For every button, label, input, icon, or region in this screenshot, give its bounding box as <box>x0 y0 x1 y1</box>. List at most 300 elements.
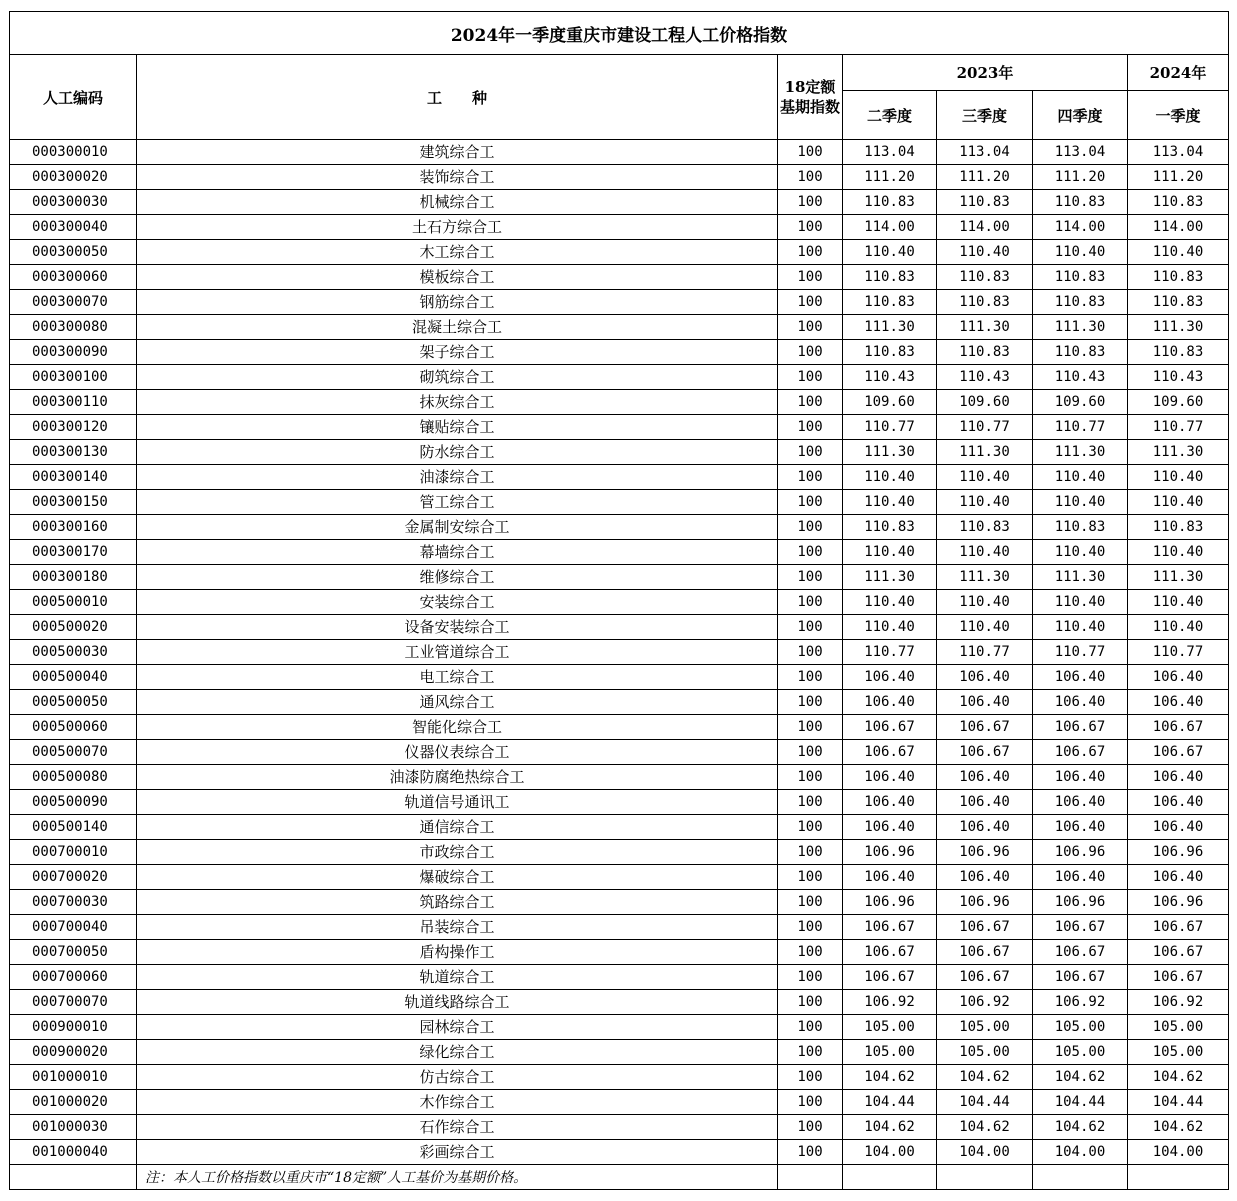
table-row <box>10 465 1229 490</box>
table-row <box>10 615 1229 640</box>
cell-code: 000300080 <box>10 315 137 340</box>
cell-2023-q3: 110.40 <box>937 465 1033 490</box>
cell-2023-q4: 104.62 <box>1033 1065 1128 1090</box>
cell-2023-q4: 104.44 <box>1033 1090 1128 1115</box>
cell-2023-q4: 106.96 <box>1033 840 1128 865</box>
table-row <box>10 865 1229 890</box>
cell-code: 000300100 <box>10 365 137 390</box>
cell-2023-q3: 106.67 <box>937 965 1033 990</box>
cell-code: 000300150 <box>10 490 137 515</box>
cell-2023-q2: 106.96 <box>843 890 937 915</box>
cell-type: 石作综合工 <box>137 1115 778 1140</box>
cell-2024-q1: 104.44 <box>1128 1090 1229 1115</box>
cell-code: 000300130 <box>10 440 137 465</box>
cell-2023-q3: 106.96 <box>937 890 1033 915</box>
cell-base: 100 <box>778 440 843 465</box>
cell-2024-q1: 106.40 <box>1128 690 1229 715</box>
cell-2023-q2: 111.30 <box>843 440 937 465</box>
table-row <box>10 640 1229 665</box>
cell-type: 通风综合工 <box>137 690 778 715</box>
cell-2023-q2: 106.92 <box>843 990 937 1015</box>
cell-code: 000300030 <box>10 190 137 215</box>
cell-code: 000300140 <box>10 465 137 490</box>
cell-2023-q3: 114.00 <box>937 215 1033 240</box>
cell-base: 100 <box>778 515 843 540</box>
cell-2024-q1: 110.40 <box>1128 540 1229 565</box>
cell-base: 100 <box>778 1115 843 1140</box>
cell-2023-q2: 106.67 <box>843 740 937 765</box>
note-blank-cell <box>843 1165 937 1190</box>
cell-base: 100 <box>778 965 843 990</box>
cell-type: 通信综合工 <box>137 815 778 840</box>
cell-2023-q2: 104.00 <box>843 1140 937 1165</box>
cell-base: 100 <box>778 915 843 940</box>
cell-base: 100 <box>778 1040 843 1065</box>
cell-2023-q3: 110.77 <box>937 640 1033 665</box>
cell-2023-q3: 110.83 <box>937 290 1033 315</box>
table-row <box>10 215 1229 240</box>
cell-2023-q3: 106.40 <box>937 815 1033 840</box>
cell-code: 000500070 <box>10 740 137 765</box>
cell-code: 001000040 <box>10 1140 137 1165</box>
table-row <box>10 840 1229 865</box>
note-blank-cell <box>1128 1165 1229 1190</box>
table-row <box>10 765 1229 790</box>
cell-2023-q2: 110.40 <box>843 590 937 615</box>
cell-type: 建筑综合工 <box>137 140 778 165</box>
cell-2023-q2: 106.96 <box>843 840 937 865</box>
cell-2024-q1: 110.83 <box>1128 290 1229 315</box>
cell-code: 000700060 <box>10 965 137 990</box>
cell-2023-q4: 104.00 <box>1033 1140 1128 1165</box>
table-row <box>10 490 1229 515</box>
table-row <box>10 890 1229 915</box>
cell-2024-q1: 110.83 <box>1128 340 1229 365</box>
cell-2023-q2: 110.43 <box>843 365 937 390</box>
cell-2023-q4: 110.83 <box>1033 190 1128 215</box>
cell-2023-q3: 109.60 <box>937 390 1033 415</box>
cell-2023-q2: 113.04 <box>843 140 937 165</box>
cell-2024-q1: 110.40 <box>1128 465 1229 490</box>
cell-base: 100 <box>778 865 843 890</box>
cell-2024-q1: 105.00 <box>1128 1040 1229 1065</box>
cell-code: 000700010 <box>10 840 137 865</box>
cell-2023-q4: 106.40 <box>1033 790 1128 815</box>
cell-2023-q2: 110.40 <box>843 615 937 640</box>
cell-2024-q1: 114.00 <box>1128 215 1229 240</box>
note-row <box>10 1165 1229 1190</box>
table-row <box>10 340 1229 365</box>
cell-2023-q4: 114.00 <box>1033 215 1128 240</box>
cell-code: 000700050 <box>10 940 137 965</box>
cell-type: 彩画综合工 <box>137 1140 778 1165</box>
cell-2023-q2: 106.67 <box>843 915 937 940</box>
cell-type: 木工综合工 <box>137 240 778 265</box>
cell-code: 000300020 <box>10 165 137 190</box>
cell-2023-q2: 111.30 <box>843 565 937 590</box>
cell-2023-q2: 110.83 <box>843 265 937 290</box>
cell-2023-q4: 106.40 <box>1033 815 1128 840</box>
cell-base: 100 <box>778 190 843 215</box>
cell-type: 轨道线路综合工 <box>137 990 778 1015</box>
table-row <box>10 415 1229 440</box>
cell-code: 000300120 <box>10 415 137 440</box>
cell-2023-q4: 106.40 <box>1033 765 1128 790</box>
cell-base: 100 <box>778 565 843 590</box>
cell-2023-q3: 110.83 <box>937 265 1033 290</box>
cell-2023-q4: 110.77 <box>1033 415 1128 440</box>
cell-2023-q4: 106.96 <box>1033 890 1128 915</box>
cell-2024-q1: 104.62 <box>1128 1115 1229 1140</box>
cell-type: 管工综合工 <box>137 490 778 515</box>
cell-2023-q4: 110.83 <box>1033 290 1128 315</box>
cell-2023-q3: 105.00 <box>937 1015 1033 1040</box>
table-row <box>10 140 1229 165</box>
cell-2024-q1: 110.77 <box>1128 640 1229 665</box>
cell-2023-q2: 110.83 <box>843 290 937 315</box>
cell-base: 100 <box>778 665 843 690</box>
cell-base: 100 <box>778 415 843 440</box>
header-type: 工 种 <box>137 55 778 140</box>
cell-code: 001000020 <box>10 1090 137 1115</box>
cell-code: 000300110 <box>10 390 137 415</box>
table-row <box>10 540 1229 565</box>
cell-type: 轨道信号通讯工 <box>137 790 778 815</box>
cell-2023-q3: 110.40 <box>937 615 1033 640</box>
cell-type: 机械综合工 <box>137 190 778 215</box>
table-row <box>10 740 1229 765</box>
cell-base: 100 <box>778 1015 843 1040</box>
cell-type: 设备安装综合工 <box>137 615 778 640</box>
table-row <box>10 665 1229 690</box>
cell-2023-q3: 106.67 <box>937 915 1033 940</box>
cell-2024-q1: 106.67 <box>1128 915 1229 940</box>
cell-base: 100 <box>778 165 843 190</box>
cell-base: 100 <box>778 315 843 340</box>
cell-2023-q3: 106.92 <box>937 990 1033 1015</box>
table-row <box>10 1015 1229 1040</box>
cell-code: 000500140 <box>10 815 137 840</box>
cell-2023-q2: 105.00 <box>843 1040 937 1065</box>
cell-base: 100 <box>778 390 843 415</box>
cell-2023-q4: 106.67 <box>1033 715 1128 740</box>
cell-2023-q2: 106.40 <box>843 665 937 690</box>
cell-2023-q4: 106.40 <box>1033 865 1128 890</box>
cell-base: 100 <box>778 690 843 715</box>
cell-type: 木作综合工 <box>137 1090 778 1115</box>
table-row <box>10 565 1229 590</box>
cell-2023-q4: 111.30 <box>1033 565 1128 590</box>
cell-2023-q2: 106.40 <box>843 865 937 890</box>
table-row <box>10 590 1229 615</box>
cell-2023-q3: 111.30 <box>937 440 1033 465</box>
cell-type: 防水综合工 <box>137 440 778 465</box>
cell-2023-q2: 104.62 <box>843 1115 937 1140</box>
cell-2024-q1: 106.67 <box>1128 740 1229 765</box>
cell-2023-q4: 110.77 <box>1033 640 1128 665</box>
note-blank-cell <box>778 1165 843 1190</box>
header-year-2024: 2024年 <box>1128 55 1229 91</box>
cell-base: 100 <box>778 715 843 740</box>
table-row <box>10 390 1229 415</box>
cell-2023-q3: 110.83 <box>937 340 1033 365</box>
table-row <box>10 1140 1229 1165</box>
cell-2024-q1: 110.83 <box>1128 190 1229 215</box>
cell-base: 100 <box>778 215 843 240</box>
cell-2023-q4: 106.40 <box>1033 690 1128 715</box>
cell-2023-q4: 105.00 <box>1033 1015 1128 1040</box>
cell-2024-q1: 106.40 <box>1128 865 1229 890</box>
cell-2024-q1: 106.96 <box>1128 890 1229 915</box>
cell-type: 市政综合工 <box>137 840 778 865</box>
cell-2023-q2: 110.83 <box>843 340 937 365</box>
cell-code: 000300040 <box>10 215 137 240</box>
cell-2024-q1: 110.40 <box>1128 615 1229 640</box>
cell-2023-q4: 109.60 <box>1033 390 1128 415</box>
cell-base: 100 <box>778 240 843 265</box>
cell-2023-q4: 110.83 <box>1033 515 1128 540</box>
cell-type: 安装综合工 <box>137 590 778 615</box>
cell-2023-q3: 110.43 <box>937 365 1033 390</box>
cell-2024-q1: 106.92 <box>1128 990 1229 1015</box>
note-blank-cell <box>937 1165 1033 1190</box>
cell-2023-q2: 105.00 <box>843 1015 937 1040</box>
table-row <box>10 515 1229 540</box>
cell-2023-q4: 110.43 <box>1033 365 1128 390</box>
cell-type: 砌筑综合工 <box>137 365 778 390</box>
cell-code: 000300050 <box>10 240 137 265</box>
cell-2023-q3: 106.67 <box>937 740 1033 765</box>
cell-2023-q3: 110.40 <box>937 490 1033 515</box>
cell-2023-q3: 104.62 <box>937 1115 1033 1140</box>
cell-2023-q2: 110.77 <box>843 415 937 440</box>
cell-base: 100 <box>778 740 843 765</box>
cell-2023-q2: 109.60 <box>843 390 937 415</box>
cell-2023-q2: 106.40 <box>843 765 937 790</box>
cell-2024-q1: 110.77 <box>1128 415 1229 440</box>
cell-2023-q3: 111.20 <box>937 165 1033 190</box>
cell-base: 100 <box>778 290 843 315</box>
cell-2023-q3: 106.67 <box>937 715 1033 740</box>
table-row <box>10 1115 1229 1140</box>
note-blank-cell <box>10 1165 137 1190</box>
table-row <box>10 365 1229 390</box>
cell-2023-q3: 106.40 <box>937 690 1033 715</box>
table-row <box>10 1065 1229 1090</box>
cell-2023-q2: 110.40 <box>843 240 937 265</box>
cell-2024-q1: 106.40 <box>1128 765 1229 790</box>
cell-type: 仿古综合工 <box>137 1065 778 1090</box>
cell-2023-q3: 106.67 <box>937 940 1033 965</box>
cell-code: 001000010 <box>10 1065 137 1090</box>
cell-type: 绿化综合工 <box>137 1040 778 1065</box>
cell-2023-q2: 110.83 <box>843 515 937 540</box>
cell-2023-q4: 113.04 <box>1033 140 1128 165</box>
cell-code: 000300010 <box>10 140 137 165</box>
cell-base: 100 <box>778 940 843 965</box>
cell-2023-q4: 110.40 <box>1033 540 1128 565</box>
cell-2023-q4: 106.67 <box>1033 740 1128 765</box>
cell-code: 000500040 <box>10 665 137 690</box>
table-row <box>10 815 1229 840</box>
cell-type: 油漆防腐绝热综合工 <box>137 765 778 790</box>
cell-2023-q2: 110.77 <box>843 640 937 665</box>
cell-2023-q4: 106.67 <box>1033 915 1128 940</box>
cell-base: 100 <box>778 365 843 390</box>
cell-type: 智能化综合工 <box>137 715 778 740</box>
cell-2023-q3: 106.40 <box>937 865 1033 890</box>
cell-type: 园林综合工 <box>137 1015 778 1040</box>
table-note: 注：本人工价格指数以重庆市“18定额”人工基价为基期价格。 <box>137 1165 778 1190</box>
cell-base: 100 <box>778 640 843 665</box>
cell-2024-q1: 110.40 <box>1128 590 1229 615</box>
cell-2023-q3: 106.96 <box>937 840 1033 865</box>
cell-code: 000300160 <box>10 515 137 540</box>
header-year-2023: 2023年 <box>843 55 1128 91</box>
cell-type: 钢筋综合工 <box>137 290 778 315</box>
cell-base: 100 <box>778 990 843 1015</box>
cell-2024-q1: 110.43 <box>1128 365 1229 390</box>
cell-2023-q3: 105.00 <box>937 1040 1033 1065</box>
cell-2023-q3: 104.62 <box>937 1065 1033 1090</box>
table-row <box>10 240 1229 265</box>
table-row <box>10 990 1229 1015</box>
cell-2024-q1: 110.40 <box>1128 240 1229 265</box>
cell-code: 000500020 <box>10 615 137 640</box>
cell-code: 000500060 <box>10 715 137 740</box>
table-row <box>10 1090 1229 1115</box>
cell-2023-q3: 111.30 <box>937 565 1033 590</box>
cell-code: 000700030 <box>10 890 137 915</box>
table-row <box>10 1040 1229 1065</box>
note-blank-cell <box>1033 1165 1128 1190</box>
table-row <box>10 290 1229 315</box>
cell-2024-q1: 106.40 <box>1128 815 1229 840</box>
cell-base: 100 <box>778 1065 843 1090</box>
cell-2024-q1: 111.30 <box>1128 315 1229 340</box>
cell-2024-q1: 109.60 <box>1128 390 1229 415</box>
cell-2023-q4: 106.67 <box>1033 965 1128 990</box>
cell-code: 000300180 <box>10 565 137 590</box>
cell-base: 100 <box>778 590 843 615</box>
cell-base: 100 <box>778 340 843 365</box>
cell-type: 维修综合工 <box>137 565 778 590</box>
cell-type: 爆破综合工 <box>137 865 778 890</box>
cell-2024-q1: 106.40 <box>1128 665 1229 690</box>
cell-base: 100 <box>778 490 843 515</box>
cell-base: 100 <box>778 265 843 290</box>
cell-code: 000700020 <box>10 865 137 890</box>
cell-2024-q1: 104.00 <box>1128 1140 1229 1165</box>
cell-base: 100 <box>778 1140 843 1165</box>
cell-2023-q4: 111.30 <box>1033 315 1128 340</box>
cell-base: 100 <box>778 815 843 840</box>
cell-2023-q3: 110.83 <box>937 515 1033 540</box>
cell-base: 100 <box>778 615 843 640</box>
header-q1: 一季度 <box>1128 91 1229 140</box>
cell-base: 100 <box>778 790 843 815</box>
cell-type: 土石方综合工 <box>137 215 778 240</box>
cell-type: 镶贴综合工 <box>137 415 778 440</box>
cell-2023-q3: 110.77 <box>937 415 1033 440</box>
cell-2023-q4: 106.40 <box>1033 665 1128 690</box>
table-row <box>10 265 1229 290</box>
cell-type: 盾构操作工 <box>137 940 778 965</box>
cell-2023-q4: 104.62 <box>1033 1115 1128 1140</box>
cell-2023-q2: 106.40 <box>843 690 937 715</box>
cell-2023-q3: 113.04 <box>937 140 1033 165</box>
table-row <box>10 165 1229 190</box>
cell-type: 油漆综合工 <box>137 465 778 490</box>
cell-2024-q1: 111.20 <box>1128 165 1229 190</box>
cell-2023-q2: 106.40 <box>843 815 937 840</box>
cell-code: 000900010 <box>10 1015 137 1040</box>
cell-2023-q4: 110.40 <box>1033 590 1128 615</box>
cell-2024-q1: 106.67 <box>1128 715 1229 740</box>
cell-type: 装饰综合工 <box>137 165 778 190</box>
cell-2024-q1: 106.67 <box>1128 940 1229 965</box>
cell-2023-q4: 111.30 <box>1033 440 1128 465</box>
cell-type: 吊装综合工 <box>137 915 778 940</box>
header-q3: 三季度 <box>937 91 1033 140</box>
table-row <box>10 915 1229 940</box>
cell-code: 001000030 <box>10 1115 137 1140</box>
cell-2024-q1: 110.83 <box>1128 515 1229 540</box>
cell-type: 工业管道综合工 <box>137 640 778 665</box>
cell-type: 幕墙综合工 <box>137 540 778 565</box>
cell-2023-q4: 105.00 <box>1033 1040 1128 1065</box>
cell-code: 000500030 <box>10 640 137 665</box>
cell-2024-q1: 106.96 <box>1128 840 1229 865</box>
cell-2024-q1: 113.04 <box>1128 140 1229 165</box>
cell-2023-q3: 110.40 <box>937 590 1033 615</box>
cell-2023-q2: 106.67 <box>843 715 937 740</box>
cell-2023-q4: 110.40 <box>1033 465 1128 490</box>
cell-2024-q1: 111.30 <box>1128 565 1229 590</box>
cell-2024-q1: 106.40 <box>1128 790 1229 815</box>
cell-code: 000500050 <box>10 690 137 715</box>
table-row <box>10 440 1229 465</box>
table-row <box>10 690 1229 715</box>
cell-2023-q2: 106.67 <box>843 965 937 990</box>
header-q4: 四季度 <box>1033 91 1128 140</box>
cell-2023-q2: 111.30 <box>843 315 937 340</box>
cell-base: 100 <box>778 890 843 915</box>
cell-code: 000500080 <box>10 765 137 790</box>
cell-2023-q3: 106.40 <box>937 790 1033 815</box>
cell-type: 金属制安综合工 <box>137 515 778 540</box>
table-title: 2024年一季度重庆市建设工程人工价格指数 <box>10 12 1229 55</box>
cell-base: 100 <box>778 765 843 790</box>
cell-code: 000300070 <box>10 290 137 315</box>
cell-2024-q1: 105.00 <box>1128 1015 1229 1040</box>
cell-2024-q1: 111.30 <box>1128 440 1229 465</box>
cell-2023-q2: 110.40 <box>843 490 937 515</box>
cell-code: 000500010 <box>10 590 137 615</box>
cell-2023-q4: 110.40 <box>1033 490 1128 515</box>
cell-2023-q3: 111.30 <box>937 315 1033 340</box>
cell-code: 000300090 <box>10 340 137 365</box>
header-base-index: 18定额基期指数 <box>778 55 843 140</box>
table-row <box>10 315 1229 340</box>
cell-code: 000300060 <box>10 265 137 290</box>
cell-2023-q3: 110.40 <box>937 540 1033 565</box>
labor-price-index-table <box>9 11 1229 1190</box>
cell-2023-q4: 110.40 <box>1033 615 1128 640</box>
cell-type: 模板综合工 <box>137 265 778 290</box>
table-row <box>10 190 1229 215</box>
cell-2023-q2: 106.40 <box>843 790 937 815</box>
